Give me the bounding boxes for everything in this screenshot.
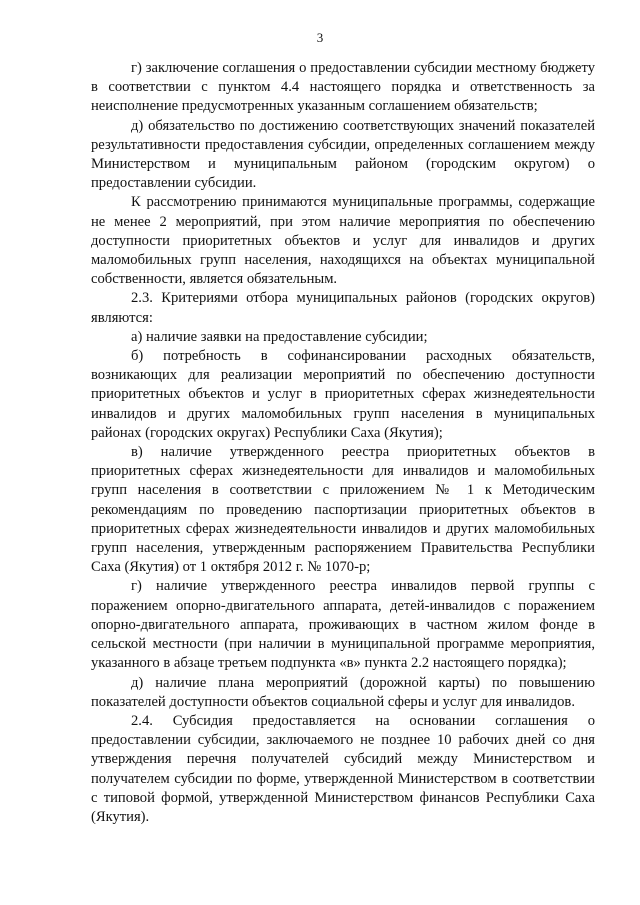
paragraph-criterion-b: б) потребность в софинансировании расходных обязательств, возникающих для реализации мероприятий по обеспечению доступности приоритетных объектов и услуг в приоритетных сферах жизнедеятельности инвалидов и других маломобильных групп населения в муниципальных районах (городских округах) Республики Саха (Якутия); <box>91 348 595 441</box>
page-number: 3 <box>316 30 324 45</box>
paragraph-2-3-criteria: 2.3. Критериями отбора муниципальных районов (городских округов) являются: <box>91 290 595 326</box>
paragraph-criterion-a: а) наличие заявки на предоставление субсидии; <box>131 328 428 345</box>
paragraph-subitem-d-obligation: д) обязательство по достижению соответствующих значений показателей результативности предоставления субсидии, определенных соглашением между Министерством и муниципальным районом (городским округом) о предоставлении субсидии. <box>91 117 595 192</box>
paragraph-2-4-subsidy: 2.4. Субсидия предоставляется на основании соглашения о предоставлении субсидии, заключаемого не позднее 10 рабочих дней со дня утверждения перечня получателей субсидий между Министерством и получателем субсидии по форме, утвержденной Министерством в соответствии с типовой формой, утвержденной Министерством финансов Республики Саха (Якутия). <box>91 712 595 825</box>
document-body <box>91 59 595 827</box>
paragraph-criterion-g: г) наличие утвержденного реестра инвалидов первой группы с поражением опорно-двигательного аппарата, детей-инвалидов с поражением опорно-двигательного аппарата, проживающих в частном жилом фонде в сельской местности (при наличии в муниципальной программе мероприятия, указанного в абзаце третьем подпункта «в» пункта 2.2 настоящего порядка); <box>91 578 595 672</box>
paragraph-criterion-v: в) наличие утвержденного реестра приоритетных объектов в приоритетных сферах жизнедеятельности для инвалидов и маломобильных групп населения в соответствии с приложением № 1 к Методическим рекомендациям по проведению паспортизации приоритетных объектов в приоритетных сферах жизнедеятельности инвалидов и других маломобильных групп населения, утвержденным распоряжением Правительства Республики Саха (Якутия) от 1 октября 2012 г. № 1070-р; <box>91 444 595 576</box>
paragraph-programs-requirement: К рассмотрению принимаются муниципальные программы, содержащие не менее 2 мероприятий, при этом наличие мероприятия по обеспечению доступности приоритетных объектов и услуг для инвалидов и других маломобильных групп населения, находящихся на объектах муниципальной собственности, является обязательным. <box>91 194 595 288</box>
paragraph-criterion-d: д) наличие плана мероприятий (дорожной карты) по повышению показателей доступности объектов социальной сферы и услуг для инвалидов. <box>91 674 595 710</box>
paragraph-subitem-g-agreement: г) заключение соглашения о предоставлении субсидии местному бюджету в соответствии с пунктом 4.4 настоящего порядка и ответственность за неисполнение предусмотренных указанным соглашением обязательств; <box>91 60 595 115</box>
